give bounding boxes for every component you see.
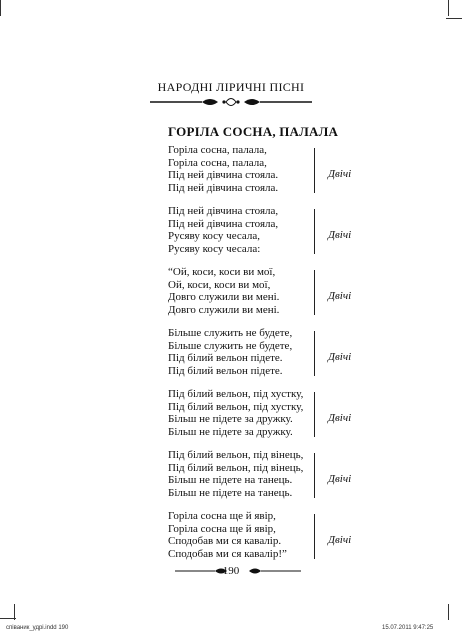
repeat-note: Двічі [328, 229, 352, 241]
verse-line: Більш не підете на танець. [168, 474, 293, 486]
stanza [168, 266, 388, 316]
verse-line: Русяву косу чесала, [168, 230, 260, 242]
repeat-bracket [314, 392, 315, 437]
verse-line: Русяву косу чесала: [168, 242, 261, 255]
verse-line: Довго служили ви мені. [168, 291, 280, 303]
verse-line: Горіла сосна ще й явір, [168, 510, 276, 522]
verse-line: Під білий вельон, під вінець, [168, 461, 304, 474]
verse-line: Більше служить не будете, [168, 339, 293, 352]
verse-line: “Ой, коси, коси ви мої, [168, 266, 276, 278]
stanza [168, 205, 388, 255]
verse-line: Горіла сосна, палала, [168, 144, 267, 156]
repeat-bracket [314, 514, 315, 559]
crop-mark [448, 604, 449, 620]
verse-line: Більш не підете за дружку. [168, 425, 293, 438]
running-header: НАРОДНІ ЛІРИЧНІ ПІСНІ [157, 80, 305, 94]
verse-line: Горіла сосна, палала, [168, 156, 267, 169]
crop-mark [0, 618, 16, 619]
verse-line: Більш не підете за дружку. [168, 413, 293, 425]
repeat-note: Двічі [328, 473, 352, 485]
verse-line: Довго служили ви мені. [168, 303, 280, 316]
verse-line: Під білий вельон підете. [168, 352, 283, 364]
repeat-note: Двічі [328, 290, 352, 302]
stanza [168, 388, 388, 438]
stanza [168, 510, 388, 560]
stanza [168, 144, 388, 194]
repeat-bracket [314, 148, 315, 193]
repeat-bracket [314, 270, 315, 315]
verse-line: Більш не підете на танець. [168, 486, 293, 499]
repeat-note: Двічі [328, 412, 352, 424]
footer-timestamp: 15.07.2011 9:47:25 [382, 625, 434, 631]
stanza [168, 449, 388, 499]
repeat-note: Двічі [328, 168, 352, 180]
verse-line: Під ней дівчина стояла. [168, 169, 279, 181]
repeat-bracket [314, 331, 315, 376]
repeat-bracket [314, 453, 315, 498]
verse-line: Під ней дівчина стояла. [168, 181, 279, 194]
repeat-bracket [314, 209, 315, 254]
ornament-divider-icon [150, 95, 312, 109]
verse-line: Сподобав ми ся кавалір!” [168, 547, 287, 560]
verse-line: Горіла сосна ще й явір, [168, 522, 276, 535]
verse-line: Під ней дівчина стояла, [168, 205, 279, 217]
repeat-note: Двічі [328, 351, 352, 363]
page-number: 190 [222, 565, 240, 577]
song-title: ГОРІЛА СОСНА, ПАЛАЛА [168, 124, 339, 139]
repeat-note: Двічі [328, 534, 352, 546]
verse-line: Сподобав ми ся кавалір. [168, 535, 282, 547]
verse-line: Під білий вельон, під хустку, [168, 388, 304, 400]
verse-line: Під ней дівчина стояла, [168, 217, 279, 230]
verse-line: Під білий вельон, під вінець, [168, 449, 304, 461]
verse-line: Під білий вельон, під хустку, [168, 400, 304, 413]
stanza [168, 327, 388, 377]
crop-mark [446, 18, 462, 19]
verse-line: Більше служить не будете, [168, 327, 293, 339]
crop-mark [448, 0, 449, 16]
crop-mark [0, 0, 1, 16]
footer-file-info: співаник_удрі.indd 190 [6, 625, 69, 631]
verse-line: Під білий вельон підете. [168, 364, 283, 377]
verse-line: Ой, коси, коси ви мої, [168, 278, 271, 291]
